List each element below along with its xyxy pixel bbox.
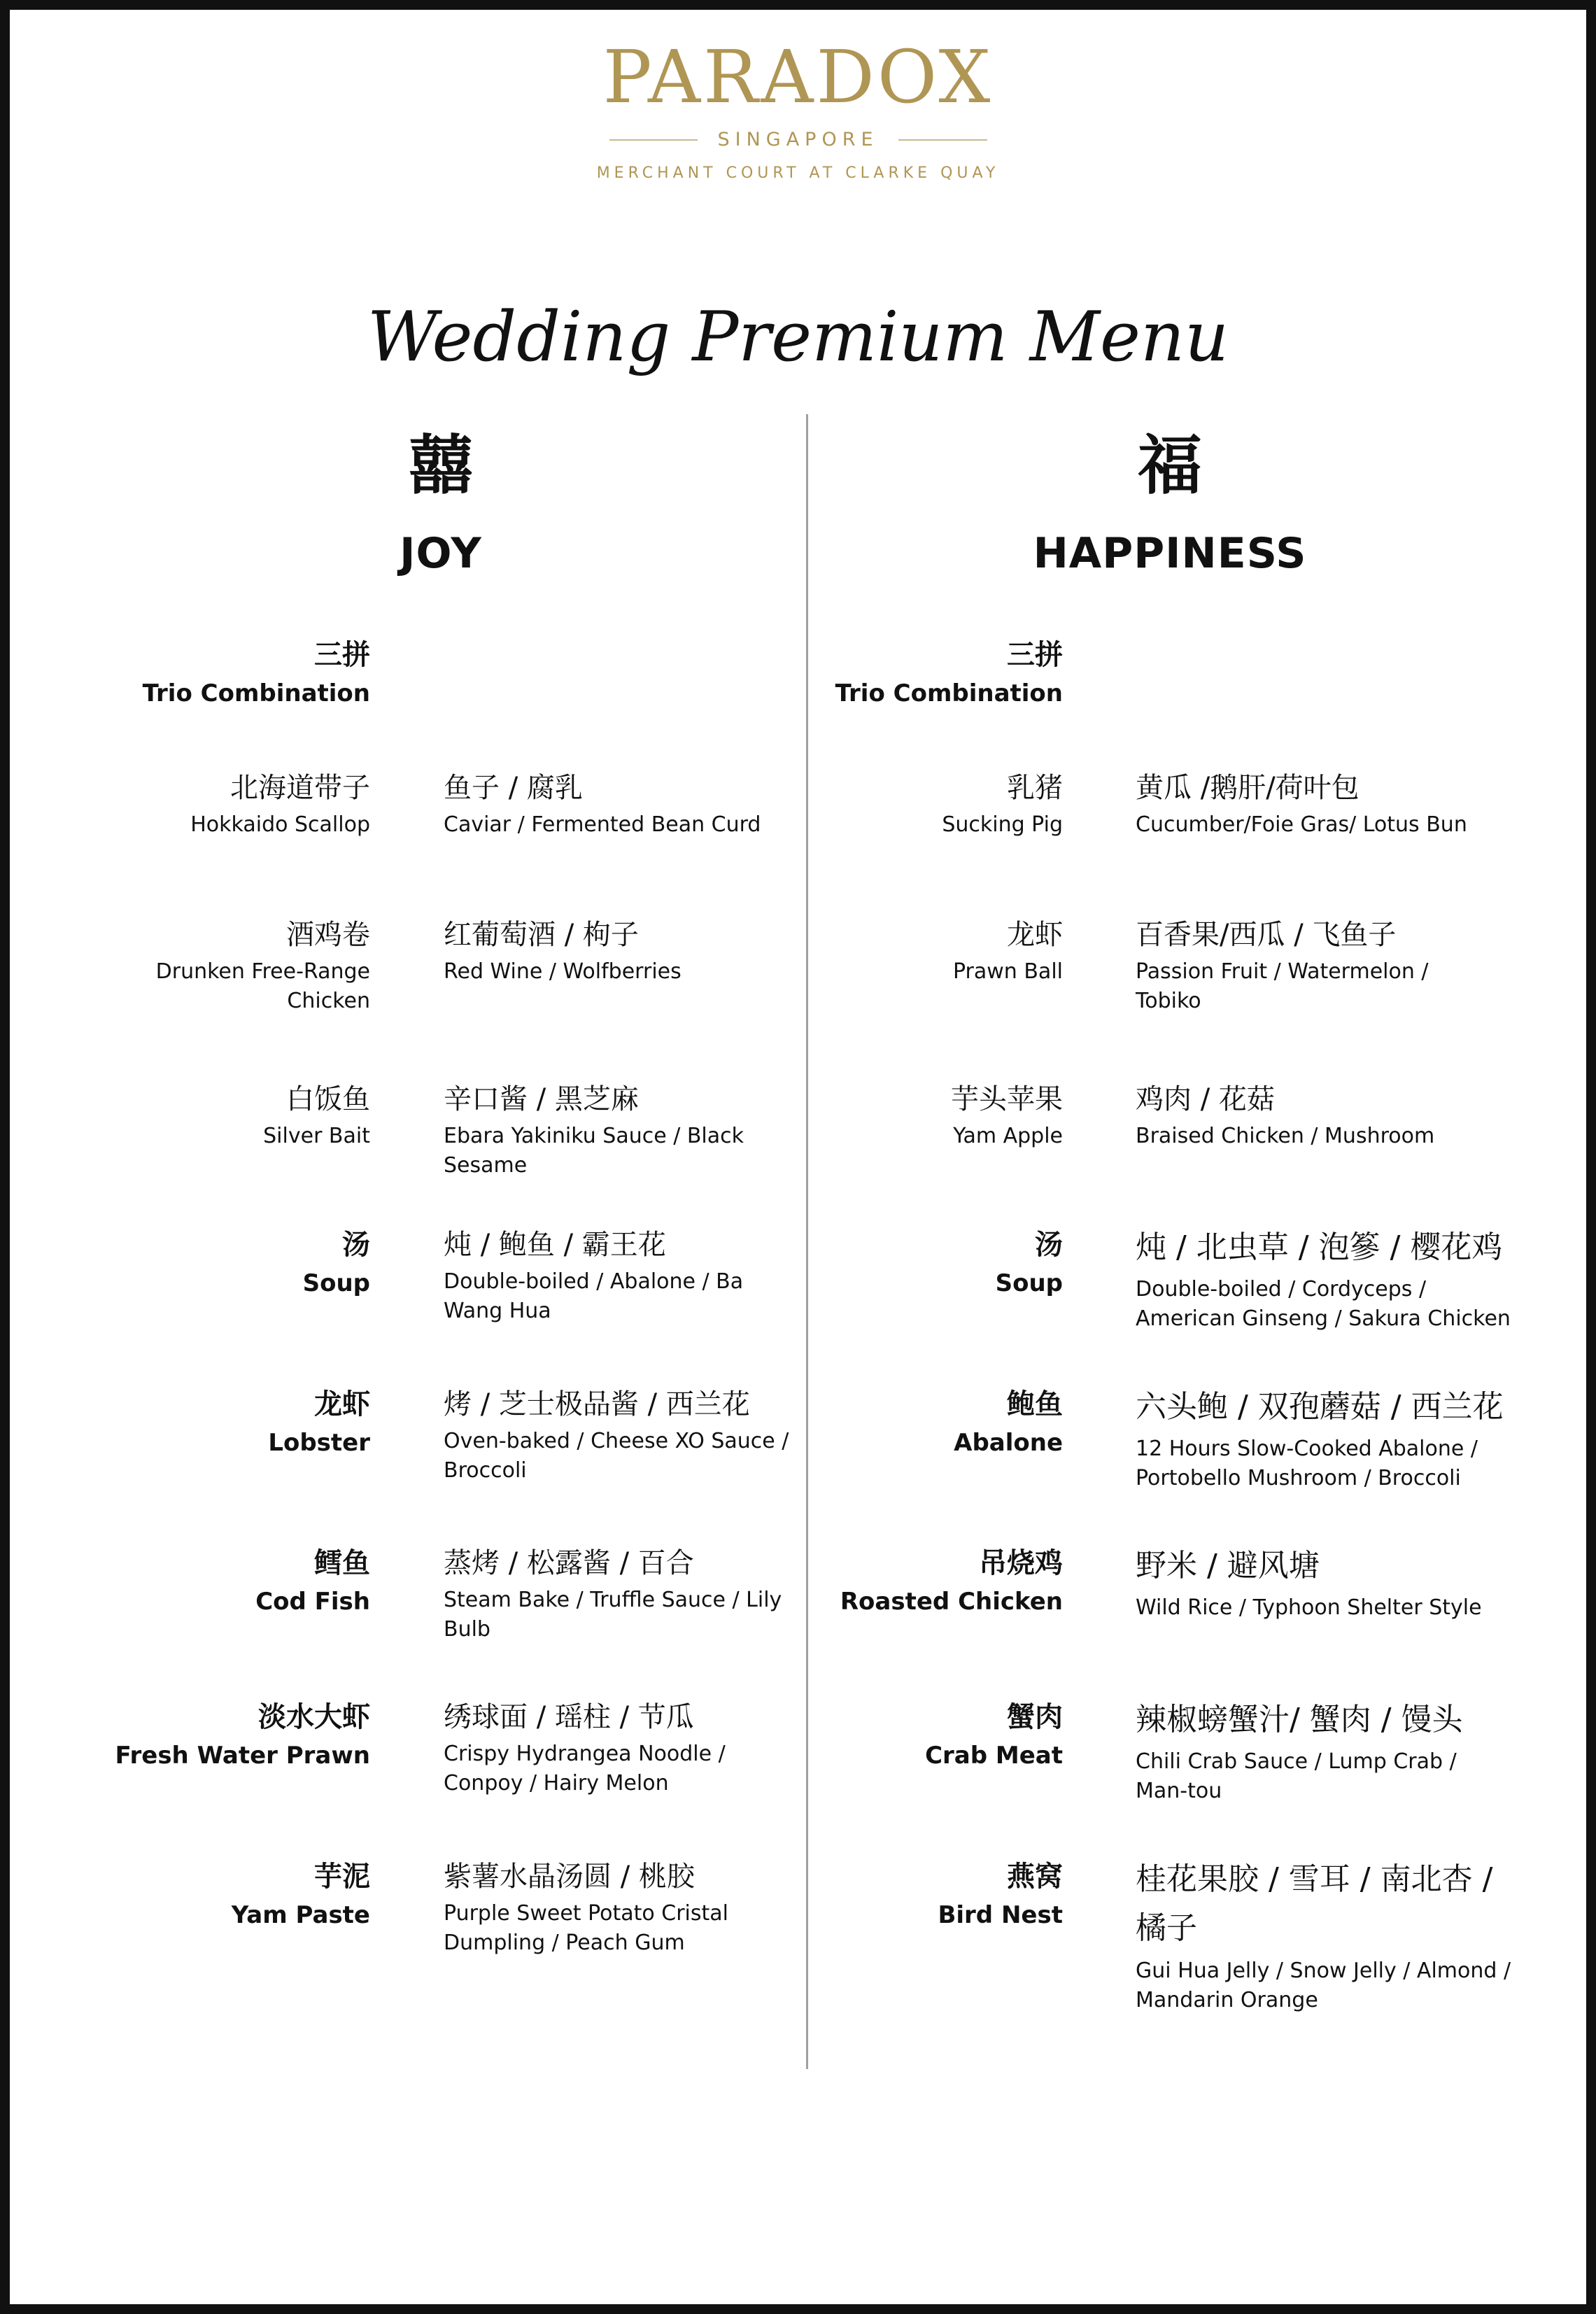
course-desc-en: Double-boiled / Abalone / Ba Wang Hua <box>444 1269 744 1323</box>
course-desc-en: Double-boiled / Cordyceps / American Ginseng / Sakura Chicken <box>1136 1277 1511 1332</box>
course-name-en: Soup <box>995 1269 1063 1297</box>
course-desc-en: Oven-baked / Cheese XO Sauce / Broccoli <box>444 1429 789 1483</box>
happiness-course-name <box>769 771 1063 840</box>
joy-course-name <box>76 1082 370 1151</box>
course-name-zh: 芋泥 <box>314 1861 370 1893</box>
joy-course-desc <box>444 771 793 840</box>
course-desc-en: Ebara Yakiniku Sauce / Black Sesame <box>444 1124 744 1178</box>
logo-rule-left <box>609 139 698 141</box>
joy-course-name <box>76 1700 370 1773</box>
course-desc-zh: 辣椒螃蟹汁/ 蟹肉 / 馒头 <box>1136 1702 1463 1737</box>
happiness-course-name <box>769 1546 1063 1619</box>
course-name-zh: 北海道带子 <box>230 772 370 804</box>
course-desc-en: 12 Hours Slow-Cooked Abalone / Portobello Mushroom / Broccoli <box>1136 1437 1478 1491</box>
happiness-course-name <box>769 1388 1063 1460</box>
joy-character: 囍 <box>408 428 473 503</box>
happiness-course-desc <box>1136 1695 1513 1806</box>
course-desc-zh: 红葡萄酒 / 枸子 <box>444 919 639 951</box>
course-desc-en: Passion Fruit / Watermelon / Tobiko <box>1136 959 1429 1013</box>
course-desc-zh: 烤 / 芝士极品酱 / 西兰花 <box>444 1388 750 1420</box>
brand-name: PARADOX <box>602 34 994 120</box>
course-name-en: Trio Combination <box>142 679 370 707</box>
course-desc-zh: 绣球面 / 瑶柱 / 节瓜 <box>444 1701 694 1733</box>
course-desc-en: Purple Sweet Potato Cristal Dumpling / Peach Gum <box>444 1901 728 1955</box>
happiness-header <box>890 428 1450 578</box>
course-name-en: Soup <box>302 1269 370 1297</box>
course-name-en: Abalone <box>954 1429 1063 1457</box>
joy-course-name <box>76 771 370 840</box>
happiness-course-name <box>769 1700 1063 1773</box>
happiness-course-name <box>769 638 1063 711</box>
brand-city-row <box>609 129 987 150</box>
joy-course-desc <box>444 1546 793 1644</box>
course-name-zh: 鳕鱼 <box>314 1547 370 1579</box>
joy-course-desc <box>444 1700 765 1798</box>
course-name-en: Yam Apple <box>953 1124 1063 1148</box>
happiness-character: 福 <box>1137 428 1202 503</box>
hotel-logo <box>0 34 1596 182</box>
course-name-zh: 鲍鱼 <box>1007 1388 1063 1420</box>
joy-course-desc <box>444 1228 793 1326</box>
course-name-en: Crab Meat <box>925 1742 1063 1770</box>
course-desc-en: Caviar / Fermented Bean Curd <box>444 812 761 837</box>
course-name-zh: 三拼 <box>314 639 370 671</box>
joy-header <box>161 428 721 578</box>
course-name-zh: 燕窝 <box>1007 1861 1063 1893</box>
brand-location: MERCHANT COURT AT CLARKE QUAY <box>596 164 1000 182</box>
happiness-course-name <box>769 1228 1063 1301</box>
joy-course-desc <box>444 918 793 987</box>
course-name-en: Drunken Free-Range Chicken <box>155 959 370 1013</box>
course-desc-en: Gui Hua Jelly / Snow Jelly / Almond / Mandarin Orange <box>1136 1958 1511 2012</box>
course-desc-zh: 鱼子 / 腐乳 <box>444 772 583 804</box>
course-desc-en: Braised Chicken / Mushroom <box>1136 1124 1435 1148</box>
course-name-zh: 汤 <box>342 1229 370 1261</box>
course-desc-zh: 百香果/西瓜 / 飞鱼子 <box>1136 919 1397 951</box>
course-desc-zh: 蒸烤 / 松露酱 / 百合 <box>444 1547 694 1579</box>
joy-course-desc <box>444 1388 793 1486</box>
course-name-zh: 淡水大虾 <box>258 1701 370 1733</box>
happiness-course-desc <box>1136 771 1527 840</box>
course-name-en: Sucking Pig <box>942 812 1063 837</box>
happiness-course-desc <box>1136 1855 1527 2015</box>
happiness-course-name <box>769 1082 1063 1151</box>
course-desc-en: Wild Rice / Typhoon Shelter Style <box>1136 1595 1482 1621</box>
course-name-en: Roasted Chicken <box>840 1588 1063 1616</box>
happiness-course-desc <box>1136 1223 1527 1334</box>
course-name-en: Fresh Water Prawn <box>115 1742 370 1770</box>
joy-course-desc <box>444 1860 765 1958</box>
course-desc-zh: 炖 / 鲍鱼 / 霸王花 <box>444 1229 666 1261</box>
joy-label: JOY <box>400 529 482 578</box>
joy-course-desc <box>444 1082 793 1180</box>
happiness-label: HAPPINESS <box>1033 529 1307 578</box>
course-name-en: Yam Paste <box>231 1901 370 1929</box>
course-name-zh: 白饭鱼 <box>286 1083 370 1115</box>
course-name-zh: 汤 <box>1035 1229 1063 1261</box>
course-desc-zh: 六头鲍 / 双孢蘑菇 / 西兰花 <box>1136 1389 1504 1425</box>
course-name-zh: 龙虾 <box>1007 919 1063 951</box>
course-desc-en: Steam Bake / Truffle Sauce / Lily Bulb <box>444 1588 782 1642</box>
menu-title: Wedding Premium Menu <box>367 297 1229 377</box>
course-name-zh: 龙虾 <box>314 1388 370 1420</box>
course-name-zh: 酒鸡卷 <box>286 919 370 951</box>
course-name-zh: 三拼 <box>1007 639 1063 671</box>
happiness-course-desc <box>1136 1082 1527 1151</box>
course-name-en: Lobster <box>268 1429 370 1457</box>
joy-course-name <box>76 1388 370 1460</box>
course-desc-en: Cucumber/Foie Gras/ Lotus Bun <box>1136 812 1467 837</box>
course-name-zh: 蟹肉 <box>1007 1701 1063 1733</box>
joy-course-name <box>76 918 370 1016</box>
course-name-zh: 吊烧鸡 <box>979 1547 1063 1579</box>
happiness-course-desc <box>1136 1383 1527 1493</box>
joy-course-name <box>76 1860 370 1933</box>
joy-course-name <box>76 1228 370 1301</box>
course-name-zh: 芋头苹果 <box>951 1083 1063 1115</box>
happiness-course-name <box>769 918 1063 987</box>
happiness-course-desc <box>1136 1542 1527 1623</box>
course-desc-en: Chili Crab Sauce / Lump Crab / Man-tou <box>1136 1749 1457 1804</box>
course-desc-zh: 炖 / 北虫草 / 泡篸 / 樱花鸡 <box>1136 1229 1503 1265</box>
course-desc-en: Red Wine / Wolfberries <box>444 959 682 984</box>
course-desc-zh: 辛口酱 / 黑芝麻 <box>444 1083 639 1115</box>
joy-course-name <box>76 638 370 711</box>
course-name-en: Trio Combination <box>835 679 1063 707</box>
happiness-course-name <box>769 1860 1063 1933</box>
course-desc-en: Crispy Hydrangea Noodle / Conpoy / Hairy Melon <box>444 1742 726 1796</box>
happiness-course-desc <box>1136 918 1457 1016</box>
course-name-en: Prawn Ball <box>952 959 1063 984</box>
course-desc-zh: 紫薯水晶汤圆 / 桃胶 <box>444 1861 695 1893</box>
course-desc-zh: 黄瓜 /鹅肝/荷叶包 <box>1136 772 1360 804</box>
brand-city: SINGAPORE <box>717 129 879 150</box>
course-desc-zh: 鸡肉 / 花菇 <box>1136 1083 1275 1115</box>
course-name-en: Bird Nest <box>938 1901 1063 1929</box>
course-name-en: Hokkaido Scallop <box>190 812 370 837</box>
joy-course-name <box>76 1546 370 1619</box>
course-desc-zh: 桂花果胶 / 雪耳 / 南北杏 / 橘子 <box>1136 1861 1493 1947</box>
course-name-en: Silver Bait <box>263 1124 370 1148</box>
course-name-zh: 乳猪 <box>1007 772 1063 804</box>
course-desc-zh: 野米 / 避风塘 <box>1136 1548 1320 1583</box>
course-name-en: Cod Fish <box>255 1588 370 1616</box>
logo-rule-right <box>898 139 987 141</box>
